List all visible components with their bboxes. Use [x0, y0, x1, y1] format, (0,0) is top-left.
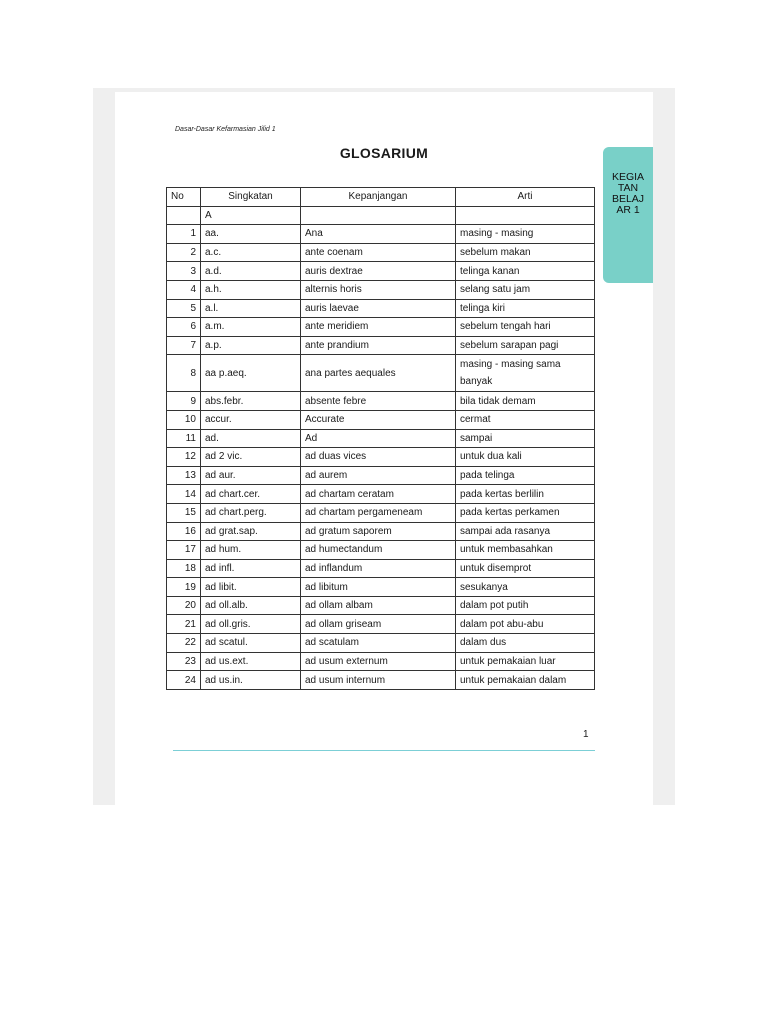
- cell-no: 17: [167, 541, 201, 560]
- table-row: [167, 634, 595, 653]
- cell-arti: sebelum makan: [456, 243, 595, 262]
- cell-singkatan: a.h.: [201, 280, 301, 299]
- cell-arti: sampai: [456, 429, 595, 448]
- cell-kepanjangan: absente febre: [301, 392, 456, 411]
- cell-singkatan: ad us.in.: [201, 671, 301, 690]
- table-row: [167, 559, 595, 578]
- table-row: [167, 671, 595, 690]
- cell-no: 6: [167, 318, 201, 337]
- cell-singkatan: ad infl.: [201, 559, 301, 578]
- cell-kepanjangan: ad gratum saporem: [301, 522, 456, 541]
- cell-kepanjangan: ad usum externum: [301, 652, 456, 671]
- cell-singkatan: ad chart.cer.: [201, 485, 301, 504]
- cell-no: 9: [167, 392, 201, 411]
- cell-arti: untuk membasahkan: [456, 541, 595, 560]
- cell-arti: pada telinga: [456, 466, 595, 485]
- cell-singkatan: a.l.: [201, 299, 301, 318]
- cell-arti: masing - masing: [456, 225, 595, 244]
- cell-no: 24: [167, 671, 201, 690]
- glossary-table-body: [167, 206, 595, 689]
- table-cell: [301, 206, 456, 225]
- table-row: [167, 652, 595, 671]
- cell-kepanjangan: ad humectandum: [301, 541, 456, 560]
- table-row: [167, 243, 595, 262]
- table-row: [167, 615, 595, 634]
- cell-singkatan: ad scatul.: [201, 634, 301, 653]
- cell-no: 7: [167, 336, 201, 355]
- cell-no: 1: [167, 225, 201, 244]
- cell-kepanjangan: ad libitum: [301, 578, 456, 597]
- table-cell: [456, 206, 595, 225]
- table-row: [167, 596, 595, 615]
- column-header-arti: Arti: [456, 188, 595, 207]
- chapter-tab: [603, 147, 653, 283]
- cell-kepanjangan: ad inflandum: [301, 559, 456, 578]
- cell-kepanjangan: ante coenam: [301, 243, 456, 262]
- cell-singkatan: abs.febr.: [201, 392, 301, 411]
- cell-kepanjangan: ante meridiem: [301, 318, 456, 337]
- section-letter: A: [201, 206, 301, 225]
- table-row: [167, 429, 595, 448]
- cell-no: 18: [167, 559, 201, 578]
- cell-arti: dalam dus: [456, 634, 595, 653]
- column-header-kepanjangan: Kepanjangan: [301, 188, 456, 207]
- cell-arti: sampai ada rasanya: [456, 522, 595, 541]
- cell-no: 15: [167, 503, 201, 522]
- cell-no: 13: [167, 466, 201, 485]
- cell-kepanjangan: alternis horis: [301, 280, 456, 299]
- cell-singkatan: ad chart.perg.: [201, 503, 301, 522]
- cell-arti: untuk disemprot: [456, 559, 595, 578]
- cell-singkatan: ad aur.: [201, 466, 301, 485]
- cell-singkatan: ad oll.alb.: [201, 596, 301, 615]
- cell-kepanjangan: ad usum internum: [301, 671, 456, 690]
- table-row: [167, 280, 595, 299]
- cell-no: 5: [167, 299, 201, 318]
- cell-arti: cermat: [456, 410, 595, 429]
- cell-kepanjangan: ad ollam albam: [301, 596, 456, 615]
- cell-arti: pada kertas berlilin: [456, 485, 595, 504]
- cell-kepanjangan: ad aurem: [301, 466, 456, 485]
- cell-singkatan: a.c.: [201, 243, 301, 262]
- cell-kepanjangan: ad chartam pergameneam: [301, 503, 456, 522]
- table-row: [167, 503, 595, 522]
- table-header-row: [167, 188, 595, 207]
- page-number: 1: [583, 729, 589, 740]
- cell-no: 19: [167, 578, 201, 597]
- cell-arti: sesukanya: [456, 578, 595, 597]
- cell-no: 16: [167, 522, 201, 541]
- table-row: [167, 392, 595, 411]
- cell-singkatan: ad.: [201, 429, 301, 448]
- cell-singkatan: aa p.aeq.: [201, 355, 301, 392]
- cell-kepanjangan: ad scatulam: [301, 634, 456, 653]
- cell-no: 2: [167, 243, 201, 262]
- chapter-tab-line: KEGIA: [611, 171, 645, 183]
- cell-no: 21: [167, 615, 201, 634]
- table-row: [167, 578, 595, 597]
- cell-singkatan: a.d.: [201, 262, 301, 281]
- cell-no: 22: [167, 634, 201, 653]
- cell-no: 10: [167, 410, 201, 429]
- cell-singkatan: ad us.ext.: [201, 652, 301, 671]
- table-row: [167, 225, 595, 244]
- cell-arti: dalam pot putih: [456, 596, 595, 615]
- cell-kepanjangan: Ana: [301, 225, 456, 244]
- chapter-tab-line: BELAJ: [611, 193, 645, 205]
- cell-no: 12: [167, 448, 201, 467]
- cell-singkatan: ad grat.sap.: [201, 522, 301, 541]
- cell-kepanjangan: ana partes aequales: [301, 355, 456, 392]
- cell-no: 23: [167, 652, 201, 671]
- cell-no: 3: [167, 262, 201, 281]
- cell-kepanjangan: ad chartam ceratam: [301, 485, 456, 504]
- running-header: Dasar-Dasar Kefarmasian Jilid 1: [175, 126, 276, 133]
- table-row: [167, 318, 595, 337]
- table-row: [167, 448, 595, 467]
- cell-arti: telinga kanan: [456, 262, 595, 281]
- cell-no: 11: [167, 429, 201, 448]
- table-row: [167, 299, 595, 318]
- table-row: [167, 485, 595, 504]
- cell-kepanjangan: auris dextrae: [301, 262, 456, 281]
- cell-arti: selang satu jam: [456, 280, 595, 299]
- cell-singkatan: aa.: [201, 225, 301, 244]
- cell-singkatan: ad hum.: [201, 541, 301, 560]
- cell-arti: untuk pemakaian luar: [456, 652, 595, 671]
- table-row: [167, 355, 595, 392]
- cell-singkatan: a.m.: [201, 318, 301, 337]
- cell-arti: sebelum sarapan pagi: [456, 336, 595, 355]
- cell-singkatan: ad oll.gris.: [201, 615, 301, 634]
- cell-no: 14: [167, 485, 201, 504]
- cell-kepanjangan: auris laevae: [301, 299, 456, 318]
- cell-arti: dalam pot abu-abu: [456, 615, 595, 634]
- cell-kepanjangan: Accurate: [301, 410, 456, 429]
- cell-no: 20: [167, 596, 201, 615]
- cell-arti: untuk dua kali: [456, 448, 595, 467]
- cell-arti: pada kertas perkamen: [456, 503, 595, 522]
- table-row: [167, 541, 595, 560]
- table-row: [167, 466, 595, 485]
- cell-no: 4: [167, 280, 201, 299]
- glossary-table: [166, 187, 595, 690]
- table-row: [167, 410, 595, 429]
- table-row: [167, 522, 595, 541]
- column-header-no: No: [167, 188, 201, 207]
- cell-arti: untuk pemakaian dalam: [456, 671, 595, 690]
- column-header-singkatan: Singkatan: [201, 188, 301, 207]
- cell-arti: sebelum tengah hari: [456, 318, 595, 337]
- cell-kepanjangan: ad ollam griseam: [301, 615, 456, 634]
- section-row: [167, 206, 595, 225]
- cell-no: 8: [167, 355, 201, 392]
- cell-singkatan: ad libit.: [201, 578, 301, 597]
- footer-rule: [173, 750, 595, 751]
- cell-arti: telinga kiri: [456, 299, 595, 318]
- cell-singkatan: accur.: [201, 410, 301, 429]
- chapter-tab-line: AR 1: [616, 204, 640, 216]
- cell-arti: masing - masing sama banyak: [456, 355, 595, 392]
- chapter-tab-line: TAN: [617, 182, 639, 194]
- page-title: GLOSARIUM: [339, 145, 429, 161]
- cell-kepanjangan: ante prandium: [301, 336, 456, 355]
- table-row: [167, 262, 595, 281]
- cell-arti: bila tidak demam: [456, 392, 595, 411]
- cell-kepanjangan: Ad: [301, 429, 456, 448]
- cell-singkatan: ad 2 vic.: [201, 448, 301, 467]
- document-page: [115, 92, 653, 805]
- table-cell: [167, 206, 201, 225]
- table-row: [167, 336, 595, 355]
- cell-singkatan: a.p.: [201, 336, 301, 355]
- cell-kepanjangan: ad duas vices: [301, 448, 456, 467]
